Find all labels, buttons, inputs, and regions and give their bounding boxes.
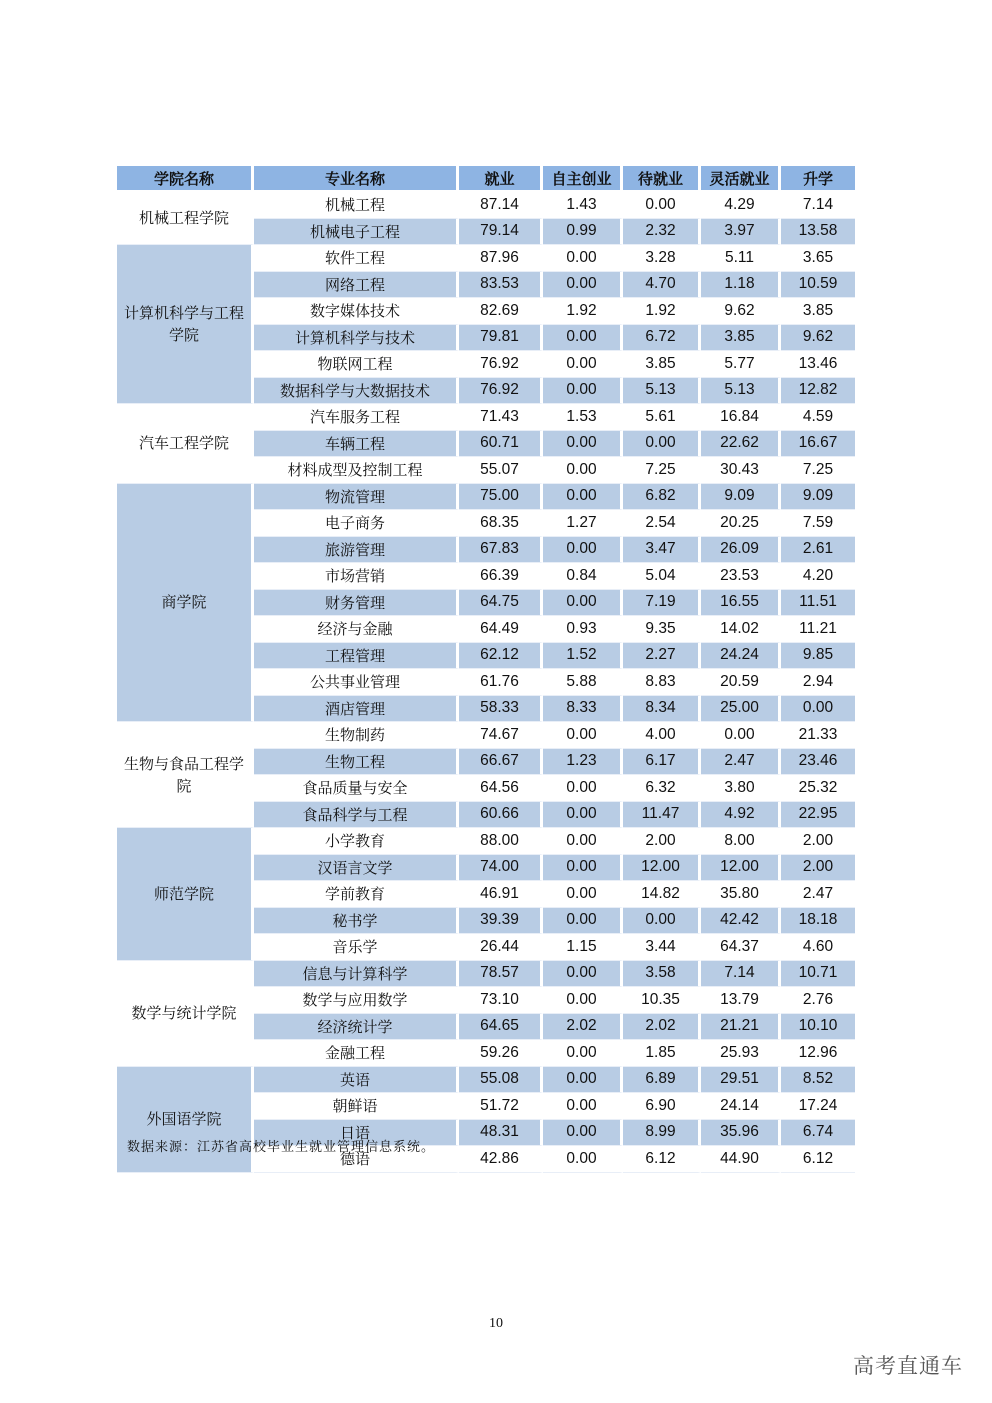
employed-cell: 67.83 bbox=[459, 537, 543, 564]
further-study-cell: 2.00 bbox=[781, 855, 855, 882]
flexible-cell: 9.62 bbox=[701, 298, 781, 325]
further-study-cell: 12.82 bbox=[781, 378, 855, 405]
flexible-cell: 0.00 bbox=[701, 722, 781, 749]
college-name-cell: 机械工程学院 bbox=[117, 192, 254, 245]
self-employed-cell: 0.00 bbox=[543, 325, 623, 352]
self-employed-cell: 0.00 bbox=[543, 351, 623, 378]
self-employed-cell: 0.00 bbox=[543, 431, 623, 458]
employed-cell: 39.39 bbox=[459, 908, 543, 935]
flexible-cell: 5.77 bbox=[701, 351, 781, 378]
unemployed-cell: 3.44 bbox=[623, 934, 701, 961]
employed-cell: 76.92 bbox=[459, 351, 543, 378]
major-name-cell: 食品质量与安全 bbox=[254, 775, 459, 802]
employed-cell: 66.39 bbox=[459, 563, 543, 590]
unemployed-cell: 8.83 bbox=[623, 669, 701, 696]
major-name-cell: 汉语言文学 bbox=[254, 855, 459, 882]
flexible-cell: 16.84 bbox=[701, 404, 781, 431]
self-employed-cell: 0.00 bbox=[543, 245, 623, 272]
further-study-cell: 13.46 bbox=[781, 351, 855, 378]
table-row bbox=[117, 484, 855, 511]
major-name-cell: 生物制药 bbox=[254, 722, 459, 749]
unemployed-cell: 6.17 bbox=[623, 749, 701, 776]
employed-cell: 79.81 bbox=[459, 325, 543, 352]
flexible-cell: 5.13 bbox=[701, 378, 781, 405]
unemployed-cell: 0.00 bbox=[623, 192, 701, 219]
self-employed-cell: 0.00 bbox=[543, 802, 623, 829]
employed-cell: 58.33 bbox=[459, 696, 543, 723]
further-study-cell: 7.25 bbox=[781, 457, 855, 484]
table-row bbox=[117, 722, 855, 749]
further-study-cell: 10.59 bbox=[781, 272, 855, 299]
source-note: 数据来源：江苏省高校毕业生就业管理信息系统。 bbox=[127, 1140, 436, 1155]
unemployed-cell: 2.00 bbox=[623, 828, 701, 855]
header-further-study: 升学 bbox=[781, 166, 855, 192]
flexible-cell: 3.80 bbox=[701, 775, 781, 802]
flexible-cell: 4.29 bbox=[701, 192, 781, 219]
unemployed-cell: 4.70 bbox=[623, 272, 701, 299]
unemployed-cell: 5.61 bbox=[623, 404, 701, 431]
table-row bbox=[117, 1067, 855, 1094]
employed-cell: 78.57 bbox=[459, 961, 543, 988]
unemployed-cell: 12.00 bbox=[623, 855, 701, 882]
major-name-cell: 网络工程 bbox=[254, 272, 459, 299]
flexible-cell: 42.42 bbox=[701, 908, 781, 935]
unemployed-cell: 4.00 bbox=[623, 722, 701, 749]
further-study-cell: 4.20 bbox=[781, 563, 855, 590]
unemployed-cell: 3.47 bbox=[623, 537, 701, 564]
flexible-cell: 24.14 bbox=[701, 1093, 781, 1120]
header-college: 学院名称 bbox=[117, 166, 254, 192]
employed-cell: 62.12 bbox=[459, 643, 543, 670]
major-name-cell: 英语 bbox=[254, 1067, 459, 1094]
further-study-cell: 11.51 bbox=[781, 590, 855, 617]
major-name-cell: 机械电子工程 bbox=[254, 219, 459, 246]
employed-cell: 68.35 bbox=[459, 510, 543, 537]
further-study-cell: 2.76 bbox=[781, 987, 855, 1014]
major-name-cell: 德语 bbox=[254, 1146, 459, 1173]
major-name-cell: 信息与计算科学 bbox=[254, 961, 459, 988]
major-name-cell: 电子商务 bbox=[254, 510, 459, 537]
watermark: 高考直通车 bbox=[853, 1354, 963, 1378]
self-employed-cell: 1.23 bbox=[543, 749, 623, 776]
flexible-cell: 44.90 bbox=[701, 1146, 781, 1173]
employed-cell: 88.00 bbox=[459, 828, 543, 855]
further-study-cell: 18.18 bbox=[781, 908, 855, 935]
major-name-cell: 财务管理 bbox=[254, 590, 459, 617]
self-employed-cell: 0.00 bbox=[543, 537, 623, 564]
flexible-cell: 9.09 bbox=[701, 484, 781, 511]
employed-cell: 46.91 bbox=[459, 881, 543, 908]
unemployed-cell: 7.19 bbox=[623, 590, 701, 617]
further-study-cell: 2.00 bbox=[781, 828, 855, 855]
major-name-cell: 酒店管理 bbox=[254, 696, 459, 723]
employment-table bbox=[117, 166, 855, 1173]
flexible-cell: 25.00 bbox=[701, 696, 781, 723]
self-employed-cell: 0.93 bbox=[543, 616, 623, 643]
further-study-cell: 7.59 bbox=[781, 510, 855, 537]
major-name-cell: 音乐学 bbox=[254, 934, 459, 961]
college-name-cell: 师范学院 bbox=[117, 828, 254, 961]
flexible-cell: 14.02 bbox=[701, 616, 781, 643]
further-study-cell: 2.94 bbox=[781, 669, 855, 696]
further-study-cell: 13.58 bbox=[781, 219, 855, 246]
unemployed-cell: 2.02 bbox=[623, 1014, 701, 1041]
further-study-cell: 2.47 bbox=[781, 881, 855, 908]
further-study-cell: 21.33 bbox=[781, 722, 855, 749]
college-name-cell: 生物与食品工程学院 bbox=[117, 722, 254, 828]
flexible-cell: 2.47 bbox=[701, 749, 781, 776]
major-name-cell: 金融工程 bbox=[254, 1040, 459, 1067]
self-employed-cell: 0.00 bbox=[543, 828, 623, 855]
flexible-cell: 20.59 bbox=[701, 669, 781, 696]
self-employed-cell: 0.00 bbox=[543, 1067, 623, 1094]
flexible-cell: 35.96 bbox=[701, 1120, 781, 1147]
unemployed-cell: 0.00 bbox=[623, 908, 701, 935]
unemployed-cell: 2.54 bbox=[623, 510, 701, 537]
major-name-cell: 物联网工程 bbox=[254, 351, 459, 378]
flexible-cell: 21.21 bbox=[701, 1014, 781, 1041]
employed-cell: 42.86 bbox=[459, 1146, 543, 1173]
further-study-cell: 10.10 bbox=[781, 1014, 855, 1041]
further-study-cell: 4.59 bbox=[781, 404, 855, 431]
table-header-row bbox=[117, 166, 855, 192]
major-name-cell: 经济统计学 bbox=[254, 1014, 459, 1041]
major-name-cell: 数学与应用数学 bbox=[254, 987, 459, 1014]
employed-cell: 59.26 bbox=[459, 1040, 543, 1067]
major-name-cell: 汽车服务工程 bbox=[254, 404, 459, 431]
self-employed-cell: 0.00 bbox=[543, 457, 623, 484]
employed-cell: 83.53 bbox=[459, 272, 543, 299]
unemployed-cell: 6.72 bbox=[623, 325, 701, 352]
further-study-cell: 6.12 bbox=[781, 1146, 855, 1173]
further-study-cell: 9.62 bbox=[781, 325, 855, 352]
flexible-cell: 30.43 bbox=[701, 457, 781, 484]
self-employed-cell: 1.52 bbox=[543, 643, 623, 670]
further-study-cell: 4.60 bbox=[781, 934, 855, 961]
flexible-cell: 23.53 bbox=[701, 563, 781, 590]
flexible-cell: 25.93 bbox=[701, 1040, 781, 1067]
further-study-cell: 22.95 bbox=[781, 802, 855, 829]
further-study-cell: 8.52 bbox=[781, 1067, 855, 1094]
further-study-cell: 9.09 bbox=[781, 484, 855, 511]
self-employed-cell: 0.00 bbox=[543, 855, 623, 882]
college-name-cell: 计算机科学与工程学院 bbox=[117, 245, 254, 404]
self-employed-cell: 0.00 bbox=[543, 484, 623, 511]
self-employed-cell: 0.00 bbox=[543, 1146, 623, 1173]
major-name-cell: 软件工程 bbox=[254, 245, 459, 272]
further-study-cell: 11.21 bbox=[781, 616, 855, 643]
self-employed-cell: 1.15 bbox=[543, 934, 623, 961]
self-employed-cell: 0.00 bbox=[543, 1120, 623, 1147]
major-name-cell: 机械工程 bbox=[254, 192, 459, 219]
header-employed: 就业 bbox=[459, 166, 543, 192]
self-employed-cell: 0.00 bbox=[543, 1040, 623, 1067]
flexible-cell: 22.62 bbox=[701, 431, 781, 458]
flexible-cell: 13.79 bbox=[701, 987, 781, 1014]
employed-cell: 55.07 bbox=[459, 457, 543, 484]
major-name-cell: 材料成型及控制工程 bbox=[254, 457, 459, 484]
flexible-cell: 1.18 bbox=[701, 272, 781, 299]
self-employed-cell: 0.00 bbox=[543, 881, 623, 908]
major-name-cell: 车辆工程 bbox=[254, 431, 459, 458]
major-name-cell: 朝鲜语 bbox=[254, 1093, 459, 1120]
flexible-cell: 8.00 bbox=[701, 828, 781, 855]
employed-cell: 60.66 bbox=[459, 802, 543, 829]
unemployed-cell: 3.85 bbox=[623, 351, 701, 378]
self-employed-cell: 0.99 bbox=[543, 219, 623, 246]
further-study-cell: 12.96 bbox=[781, 1040, 855, 1067]
flexible-cell: 4.92 bbox=[701, 802, 781, 829]
major-name-cell: 物流管理 bbox=[254, 484, 459, 511]
major-name-cell: 旅游管理 bbox=[254, 537, 459, 564]
further-study-cell: 6.74 bbox=[781, 1120, 855, 1147]
employed-cell: 55.08 bbox=[459, 1067, 543, 1094]
flexible-cell: 3.85 bbox=[701, 325, 781, 352]
major-name-cell: 经济与金融 bbox=[254, 616, 459, 643]
self-employed-cell: 5.88 bbox=[543, 669, 623, 696]
table-row bbox=[117, 961, 855, 988]
flexible-cell: 3.97 bbox=[701, 219, 781, 246]
further-study-cell: 23.46 bbox=[781, 749, 855, 776]
unemployed-cell: 6.12 bbox=[623, 1146, 701, 1173]
flexible-cell: 64.37 bbox=[701, 934, 781, 961]
college-name-cell: 商学院 bbox=[117, 484, 254, 723]
table-row bbox=[117, 245, 855, 272]
self-employed-cell: 0.00 bbox=[543, 272, 623, 299]
major-name-cell: 计算机科学与技术 bbox=[254, 325, 459, 352]
employed-cell: 82.69 bbox=[459, 298, 543, 325]
college-name-cell: 数学与统计学院 bbox=[117, 961, 254, 1067]
major-name-cell: 学前教育 bbox=[254, 881, 459, 908]
self-employed-cell: 0.00 bbox=[543, 987, 623, 1014]
further-study-cell: 3.65 bbox=[781, 245, 855, 272]
unemployed-cell: 8.99 bbox=[623, 1120, 701, 1147]
table-row bbox=[117, 404, 855, 431]
major-name-cell: 秘书学 bbox=[254, 908, 459, 935]
flexible-cell: 20.25 bbox=[701, 510, 781, 537]
self-employed-cell: 0.00 bbox=[543, 775, 623, 802]
employed-cell: 64.56 bbox=[459, 775, 543, 802]
employed-cell: 74.67 bbox=[459, 722, 543, 749]
employed-cell: 87.14 bbox=[459, 192, 543, 219]
flexible-cell: 24.24 bbox=[701, 643, 781, 670]
employed-cell: 87.96 bbox=[459, 245, 543, 272]
further-study-cell: 0.00 bbox=[781, 696, 855, 723]
further-study-cell: 16.67 bbox=[781, 431, 855, 458]
major-name-cell: 数据科学与大数据技术 bbox=[254, 378, 459, 405]
unemployed-cell: 5.04 bbox=[623, 563, 701, 590]
employed-cell: 75.00 bbox=[459, 484, 543, 511]
self-employed-cell: 0.00 bbox=[543, 722, 623, 749]
major-name-cell: 小学教育 bbox=[254, 828, 459, 855]
self-employed-cell: 0.00 bbox=[543, 1093, 623, 1120]
flexible-cell: 16.55 bbox=[701, 590, 781, 617]
unemployed-cell: 2.32 bbox=[623, 219, 701, 246]
unemployed-cell: 10.35 bbox=[623, 987, 701, 1014]
self-employed-cell: 0.00 bbox=[543, 908, 623, 935]
header-major: 专业名称 bbox=[254, 166, 459, 192]
college-name-cell: 外国语学院 bbox=[117, 1067, 254, 1173]
unemployed-cell: 3.58 bbox=[623, 961, 701, 988]
header-flexible: 灵活就业 bbox=[701, 166, 781, 192]
self-employed-cell: 1.27 bbox=[543, 510, 623, 537]
employed-cell: 71.43 bbox=[459, 404, 543, 431]
flexible-cell: 29.51 bbox=[701, 1067, 781, 1094]
employment-table-container bbox=[117, 166, 855, 1173]
flexible-cell: 26.09 bbox=[701, 537, 781, 564]
self-employed-cell: 0.00 bbox=[543, 961, 623, 988]
employed-cell: 51.72 bbox=[459, 1093, 543, 1120]
flexible-cell: 12.00 bbox=[701, 855, 781, 882]
employed-cell: 64.75 bbox=[459, 590, 543, 617]
further-study-cell: 10.71 bbox=[781, 961, 855, 988]
unemployed-cell: 5.13 bbox=[623, 378, 701, 405]
unemployed-cell: 8.34 bbox=[623, 696, 701, 723]
self-employed-cell: 0.00 bbox=[543, 590, 623, 617]
college-name-cell: 汽车工程学院 bbox=[117, 404, 254, 484]
table-row bbox=[117, 828, 855, 855]
further-study-cell: 7.14 bbox=[781, 192, 855, 219]
major-name-cell: 食品科学与工程 bbox=[254, 802, 459, 829]
unemployed-cell: 11.47 bbox=[623, 802, 701, 829]
employed-cell: 76.92 bbox=[459, 378, 543, 405]
unemployed-cell: 1.85 bbox=[623, 1040, 701, 1067]
self-employed-cell: 8.33 bbox=[543, 696, 623, 723]
self-employed-cell: 1.53 bbox=[543, 404, 623, 431]
unemployed-cell: 6.32 bbox=[623, 775, 701, 802]
further-study-cell: 9.85 bbox=[781, 643, 855, 670]
self-employed-cell: 0.00 bbox=[543, 378, 623, 405]
self-employed-cell: 1.43 bbox=[543, 192, 623, 219]
self-employed-cell: 2.02 bbox=[543, 1014, 623, 1041]
employed-cell: 48.31 bbox=[459, 1120, 543, 1147]
employed-cell: 61.76 bbox=[459, 669, 543, 696]
major-name-cell: 工程管理 bbox=[254, 643, 459, 670]
unemployed-cell: 14.82 bbox=[623, 881, 701, 908]
major-name-cell: 市场营销 bbox=[254, 563, 459, 590]
unemployed-cell: 6.90 bbox=[623, 1093, 701, 1120]
further-study-cell: 17.24 bbox=[781, 1093, 855, 1120]
unemployed-cell: 6.89 bbox=[623, 1067, 701, 1094]
flexible-cell: 35.80 bbox=[701, 881, 781, 908]
flexible-cell: 5.11 bbox=[701, 245, 781, 272]
further-study-cell: 2.61 bbox=[781, 537, 855, 564]
major-name-cell: 生物工程 bbox=[254, 749, 459, 776]
page-number: 10 bbox=[489, 1316, 503, 1331]
self-employed-cell: 0.84 bbox=[543, 563, 623, 590]
employed-cell: 74.00 bbox=[459, 855, 543, 882]
employed-cell: 79.14 bbox=[459, 219, 543, 246]
further-study-cell: 3.85 bbox=[781, 298, 855, 325]
employed-cell: 73.10 bbox=[459, 987, 543, 1014]
table-body bbox=[117, 192, 855, 1173]
self-employed-cell: 1.92 bbox=[543, 298, 623, 325]
unemployed-cell: 1.92 bbox=[623, 298, 701, 325]
unemployed-cell: 2.27 bbox=[623, 643, 701, 670]
major-name-cell: 公共事业管理 bbox=[254, 669, 459, 696]
employed-cell: 64.65 bbox=[459, 1014, 543, 1041]
further-study-cell: 25.32 bbox=[781, 775, 855, 802]
table-row bbox=[117, 192, 855, 219]
unemployed-cell: 3.28 bbox=[623, 245, 701, 272]
employed-cell: 66.67 bbox=[459, 749, 543, 776]
major-name-cell: 数字媒体技术 bbox=[254, 298, 459, 325]
employed-cell: 26.44 bbox=[459, 934, 543, 961]
unemployed-cell: 7.25 bbox=[623, 457, 701, 484]
major-name-cell: 日语 bbox=[254, 1120, 459, 1147]
employed-cell: 60.71 bbox=[459, 431, 543, 458]
employed-cell: 64.49 bbox=[459, 616, 543, 643]
unemployed-cell: 0.00 bbox=[623, 431, 701, 458]
flexible-cell: 7.14 bbox=[701, 961, 781, 988]
unemployed-cell: 6.82 bbox=[623, 484, 701, 511]
header-self-employed: 自主创业 bbox=[543, 166, 623, 192]
unemployed-cell: 9.35 bbox=[623, 616, 701, 643]
header-unemployed: 待就业 bbox=[623, 166, 701, 192]
